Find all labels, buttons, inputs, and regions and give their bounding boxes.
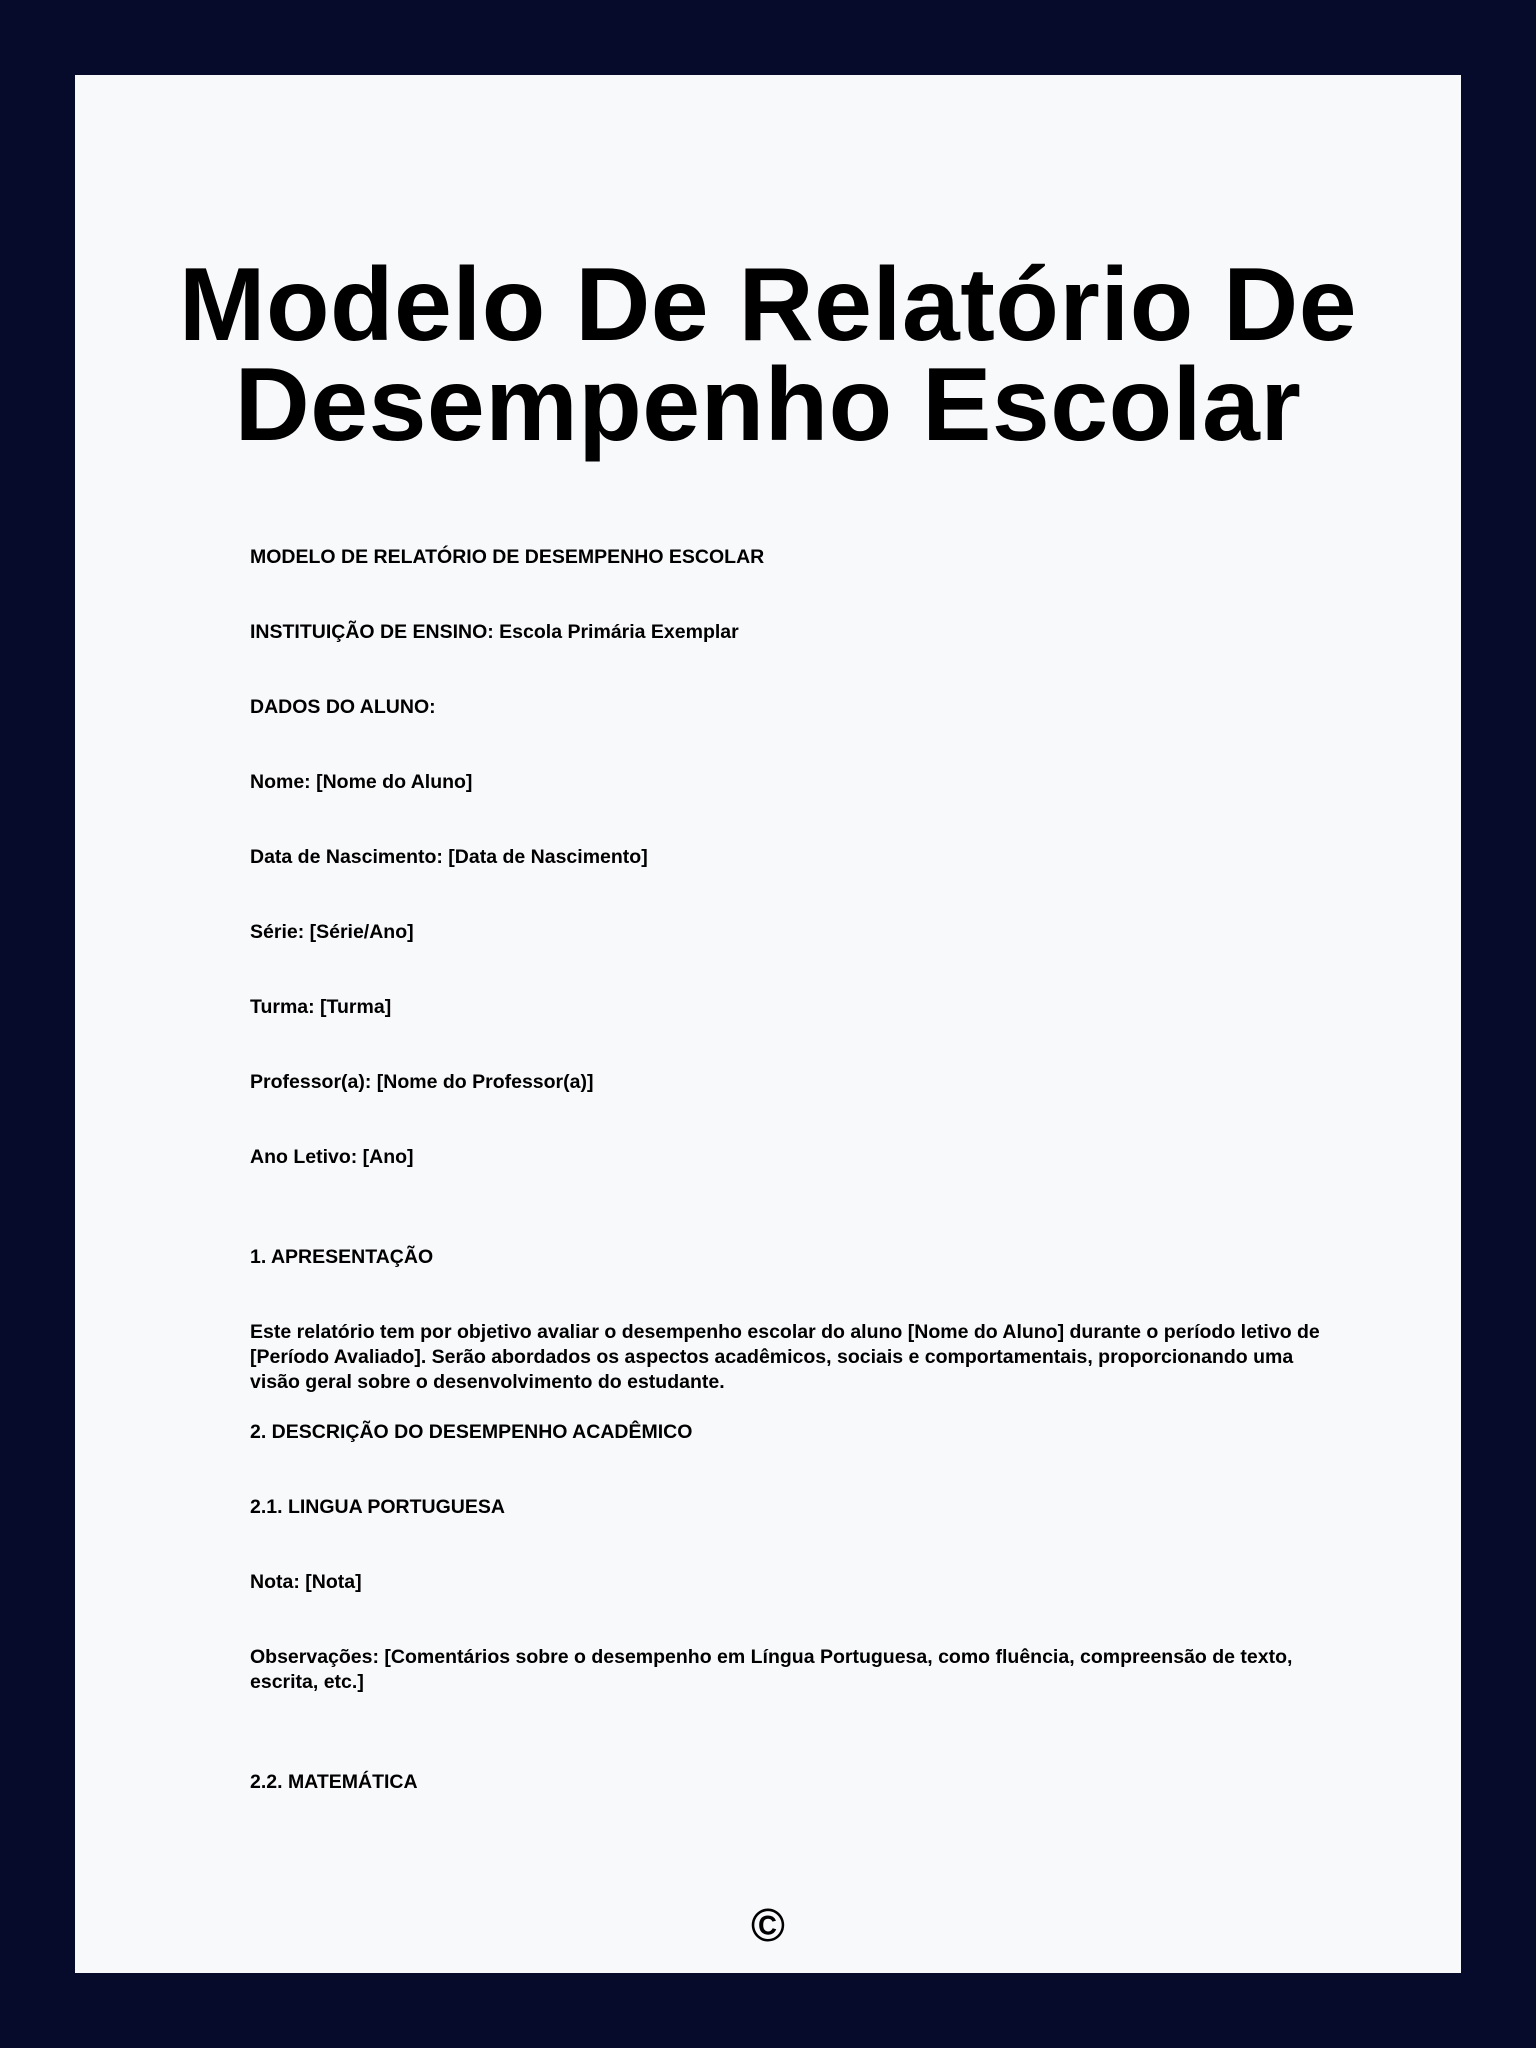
section-presentation-heading: 1. APRESENTAÇÃO: [250, 1246, 434, 1268]
document-body: [250, 545, 1345, 1795]
teacher-line: Professor(a): [Nome do Professor(a)]: [250, 1071, 594, 1093]
subsection-math-heading: 2.2. MATEMÁTICA: [250, 1771, 418, 1793]
student-name-line: Nome: [Nome do Aluno]: [250, 771, 473, 793]
grade-line: Série: [Série/Ano]: [250, 921, 414, 943]
class-line: Turma: [Turma]: [250, 996, 392, 1018]
copyright-icon: ©: [751, 1899, 785, 1951]
school-year-line: Ano Letivo: [Ano]: [250, 1146, 414, 1168]
document-title: Modelo De Relatório De Desempenho Escolar: [178, 247, 1358, 463]
institution-line: INSTITUIÇÃO DE ENSINO: Escola Primária Exemplar: [250, 621, 739, 643]
document-page: [75, 75, 1461, 1973]
birthdate-line: Data de Nascimento: [Data de Nascimento]: [250, 846, 648, 868]
student-data-heading: DADOS DO ALUNO:: [250, 696, 436, 718]
portuguese-observations: Observações: [Comentários sobre o desempenho em Língua Portuguesa, como fluência, compreensão de texto, escrita, etc.]: [250, 1646, 1293, 1693]
presentation-paragraph: Este relatório tem por objetivo avaliar o desempenho escolar do aluno [Nome do Aluno] durante o período letivo de [Período Avaliado]. Serão abordados os aspectos acadêmicos, sociais e comportamentais, proporcionando uma visão geral sobre o desenvolvimento do estudante.: [250, 1321, 1320, 1393]
subsection-portuguese-heading: 2.1. LINGUA PORTUGUESA: [250, 1496, 505, 1518]
portuguese-grade-line: Nota: [Nota]: [250, 1571, 362, 1593]
section-academic-heading: 2. DESCRIÇÃO DO DESEMPENHO ACADÊMICO: [250, 1421, 693, 1443]
doc-heading: MODELO DE RELATÓRIO DE DESEMPENHO ESCOLAR: [250, 546, 765, 568]
